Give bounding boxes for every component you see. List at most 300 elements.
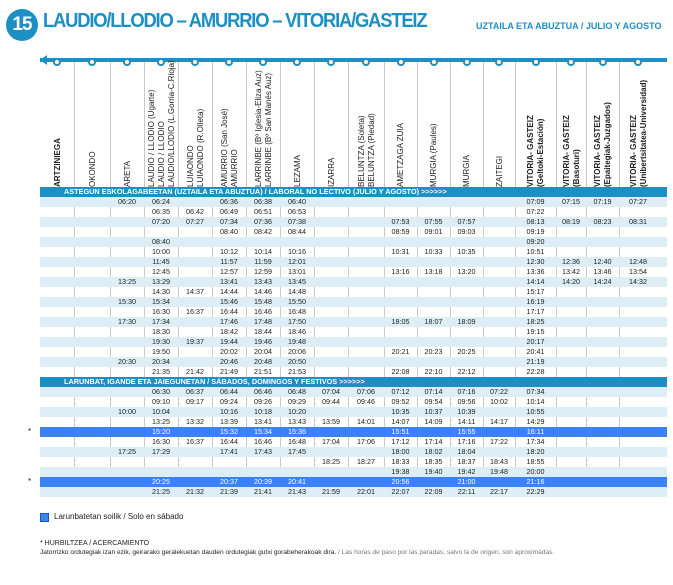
time-cell: 12:57 <box>220 267 238 276</box>
time-cell: 06:46 <box>254 387 272 396</box>
time-cell: 07:38 <box>288 217 306 226</box>
time-cell: 15:36 <box>288 427 306 436</box>
time-cell: 19:15 <box>526 327 545 336</box>
time-cell: 09:10 <box>152 397 170 406</box>
time-cell: 06:40 <box>288 197 306 206</box>
time-cell: 15:51 <box>391 427 410 436</box>
stop-names <box>314 70 348 187</box>
time-cell: 17:25 <box>118 447 136 456</box>
legend-swatch <box>40 513 49 522</box>
stop-dot-icon <box>567 58 575 66</box>
time-cell: 20:06 <box>288 347 306 356</box>
table-row <box>40 357 667 367</box>
time-cell: 16:48 <box>288 307 306 316</box>
table-row <box>40 417 667 427</box>
time-cell: 18:35 <box>424 457 443 466</box>
stop-header <box>619 52 657 187</box>
stop-dot-icon <box>599 58 607 66</box>
time-cell: 07:14 <box>424 387 443 396</box>
time-cell: 08:42 <box>254 227 272 236</box>
time-cell: 12:30 <box>526 257 545 266</box>
time-cell: 10:51 <box>526 247 545 256</box>
time-cell: 18:44 <box>254 327 272 336</box>
time-cell: 14:24 <box>593 277 612 286</box>
time-cell: 06:35 <box>152 207 170 216</box>
time-cell: 09:46 <box>357 397 375 406</box>
time-cell: 17:29 <box>152 447 170 456</box>
stop-header <box>450 52 483 187</box>
time-cell: 19:37 <box>186 337 204 346</box>
table-row <box>40 347 667 357</box>
time-cell: 09:03 <box>457 227 476 236</box>
stop-name: LUIAONDO (R.Olleta) <box>195 108 205 187</box>
time-cell: 20:34 <box>152 357 170 366</box>
time-cell: 06:24 <box>152 197 170 206</box>
time-cell: 07:12 <box>391 387 410 396</box>
time-cell: 20:02 <box>220 347 238 356</box>
time-cell: 20:56 <box>391 477 410 486</box>
time-cell: 20:41 <box>526 347 545 356</box>
table-row <box>40 447 667 457</box>
time-cell: 13:39 <box>220 417 238 426</box>
time-cell: 20:21 <box>391 347 410 356</box>
time-cell: 07:53 <box>391 217 410 226</box>
stop-name: (Basoturi) <box>571 149 581 187</box>
stop-header <box>348 52 384 187</box>
time-cell: 07:20 <box>152 217 170 226</box>
table-row <box>40 317 667 327</box>
time-cell: 22:09 <box>424 487 443 496</box>
time-cell: 17:17 <box>526 307 545 316</box>
time-cell: 12:59 <box>254 267 272 276</box>
table-row <box>40 197 667 207</box>
time-cell: 13:25 <box>152 417 170 426</box>
time-cell: 16:46 <box>254 437 272 446</box>
time-cell: 11:57 <box>220 257 238 266</box>
time-cell: 08:19 <box>562 217 580 226</box>
time-cell: 17:16 <box>457 437 476 446</box>
time-cell: 08:40 <box>220 227 238 236</box>
time-cell: 10:37 <box>424 407 443 416</box>
time-cell: 09:17 <box>186 397 204 406</box>
approach-mark: * <box>28 477 32 486</box>
time-cell: 18:55 <box>526 457 545 466</box>
stop-dot-icon <box>495 58 503 66</box>
stop-name: AMURRIO <box>229 149 239 187</box>
stop-names <box>74 70 110 187</box>
time-cell: 19:48 <box>490 467 508 476</box>
time-cell: 07:57 <box>457 217 476 226</box>
time-cell: 17:30 <box>118 317 136 326</box>
time-cell: 14:09 <box>424 417 443 426</box>
time-cell: 12:36 <box>562 257 580 266</box>
time-cell: 22:12 <box>457 367 476 376</box>
time-cell: 21:25 <box>152 487 170 496</box>
time-cell: 10:35 <box>457 247 476 256</box>
note-approximate-times <box>40 549 554 556</box>
time-cell: 12:40 <box>593 257 612 266</box>
period-label: UZTAILA ETA ABUZTUA / JULIO Y AGOSTO <box>476 21 662 31</box>
legend-text: Larunbatetan soilik / Solo en sábado <box>54 512 184 521</box>
stop-names <box>483 70 515 187</box>
stop-name: MURGIA (Paules) <box>429 123 438 187</box>
time-cell: 18:25 <box>322 457 340 466</box>
time-cell: 17:48 <box>254 317 272 326</box>
time-cell: 13:16 <box>391 267 410 276</box>
time-cell: 16:44 <box>220 437 238 446</box>
stop-names <box>246 70 280 187</box>
table-row <box>40 237 667 247</box>
time-cell: 13:43 <box>288 417 306 426</box>
time-cell: 18:25 <box>526 317 545 326</box>
time-cell: 17:34 <box>152 317 170 326</box>
table-row <box>40 397 667 407</box>
stop-names <box>110 70 144 187</box>
time-cell: 14:44 <box>220 287 238 296</box>
stop-dot-icon <box>123 58 131 66</box>
header <box>6 6 668 46</box>
time-cell: 14:14 <box>526 277 545 286</box>
time-cell: 15:46 <box>220 297 238 306</box>
time-cell: 17:04 <box>322 437 340 446</box>
time-cell: 08:40 <box>152 237 170 246</box>
time-cell: 13:42 <box>562 267 580 276</box>
time-cell: 16:44 <box>220 307 238 316</box>
stop-header <box>314 52 348 187</box>
time-cell: 08:23 <box>593 217 612 226</box>
time-cell: 20:50 <box>288 357 306 366</box>
time-cell: 18:33 <box>391 457 410 466</box>
time-cell: 14:37 <box>186 287 204 296</box>
stop-dot-icon <box>259 58 267 66</box>
time-cell: 15:34 <box>254 427 272 436</box>
stop-names <box>556 70 586 187</box>
stop-name: LAUDIO / LLODIO <box>156 121 166 187</box>
stop-dot-icon <box>88 58 96 66</box>
stop-name: OKONDO <box>87 151 97 187</box>
time-cell: 13:41 <box>254 417 272 426</box>
time-cell: 07:22 <box>526 207 545 216</box>
stop-name: VITORIA- GASTEIZ <box>561 115 571 187</box>
time-cell: 08:44 <box>288 227 306 236</box>
stop-dot-icon <box>362 58 370 66</box>
stop-name: VITORIA- GASTEIZ <box>628 115 638 187</box>
time-cell: 13:54 <box>629 267 647 276</box>
time-cell: 14:01 <box>357 417 375 426</box>
time-cell: 17:12 <box>391 437 410 446</box>
stop-names <box>417 70 450 187</box>
stop-header <box>178 52 212 187</box>
time-cell: 19:44 <box>220 337 238 346</box>
stop-header <box>144 52 178 187</box>
time-cell: 12:48 <box>629 257 647 266</box>
time-cell: 22:07 <box>391 487 410 496</box>
note-acercamiento: * HURBILTZEA / ACERCAMIENTO <box>40 540 150 547</box>
time-cell: 09:24 <box>220 397 238 406</box>
stop-name: AMETZAGA ZUIA <box>396 122 405 187</box>
time-cell: 07:04 <box>322 387 340 396</box>
stop-name: AMURRIO (San José) <box>219 108 229 187</box>
time-cell: 10:14 <box>526 397 545 406</box>
stop-dot-icon <box>225 58 233 66</box>
time-cell: 21:43 <box>288 487 306 496</box>
time-cell: 21:39 <box>220 487 238 496</box>
time-cell: 20:25 <box>457 347 476 356</box>
stop-dot-icon <box>430 58 438 66</box>
time-cell: 14:32 <box>629 277 647 286</box>
table-row <box>40 257 667 267</box>
stop-header <box>384 52 417 187</box>
time-cell: 09:44 <box>322 397 340 406</box>
table-row <box>40 327 667 337</box>
time-cell: 07:34 <box>220 217 238 226</box>
time-cell: 15:34 <box>152 297 170 306</box>
time-cell: 21:59 <box>322 487 340 496</box>
time-cell: 20:41 <box>288 477 306 486</box>
stop-names <box>144 60 178 187</box>
time-cell: 20:46 <box>220 357 238 366</box>
time-cell: 06:37 <box>186 387 204 396</box>
stop-names <box>384 70 417 187</box>
stop-name: LARRINBE (Bº San Manés Auz) <box>263 72 273 187</box>
time-cell: 19:42 <box>457 467 476 476</box>
time-cell: 07:09 <box>526 197 545 206</box>
time-cell: 20:23 <box>424 347 443 356</box>
time-cell: 18:37 <box>457 457 476 466</box>
section-header: LARUNBAT, IGANDE ETA JAIEGUNETAN / SÁBADOS, DOMINGOS Y FESTIVOS >>>>>> <box>40 377 667 387</box>
stop-name: IZARRA <box>326 157 336 187</box>
time-cell: 11:59 <box>254 257 272 266</box>
table-row <box>40 287 667 297</box>
time-cell: 19:38 <box>391 467 410 476</box>
time-cell: 22:17 <box>490 487 508 496</box>
time-cell: 10:16 <box>220 407 238 416</box>
time-cell: 21:53 <box>288 367 306 376</box>
time-cell: 08:13 <box>526 217 545 226</box>
time-cell: 13:36 <box>526 267 545 276</box>
time-cell: 20:00 <box>526 467 545 476</box>
stop-header <box>483 52 515 187</box>
stop-dot-icon <box>157 58 165 66</box>
time-cell: 16:30 <box>152 437 170 446</box>
time-cell: 16:46 <box>254 307 272 316</box>
time-cell: 16:37 <box>186 437 204 446</box>
time-cell: 20:39 <box>254 477 272 486</box>
table-row <box>40 487 667 497</box>
time-cell: 15:17 <box>526 287 545 296</box>
time-cell: 07:19 <box>593 197 612 206</box>
time-cell: 15:50 <box>288 297 306 306</box>
time-cell: 18:46 <box>288 327 306 336</box>
time-cell: 20:30 <box>118 357 136 366</box>
stop-dot-icon <box>327 58 335 66</box>
time-cell: 16:37 <box>186 307 204 316</box>
time-cell: 20:37 <box>220 477 238 486</box>
time-cell: 18:02 <box>424 447 443 456</box>
table-row <box>40 297 667 307</box>
time-cell: 14:20 <box>562 277 580 286</box>
time-cell: 17:46 <box>220 317 238 326</box>
time-cell: 19:30 <box>152 337 170 346</box>
time-cell: 06:53 <box>288 207 306 216</box>
table-row <box>40 247 667 257</box>
stop-dot-icon <box>53 58 61 66</box>
time-cell: 10:12 <box>220 247 238 256</box>
table-row <box>40 437 667 447</box>
stop-name: (Geltoki-Estación) <box>536 118 545 187</box>
note-basque: Jatorrizko ordutegiak izan ezik, geirarako geralekuetan dauden ordutegiak gutxi gorabeherakoak dira. <box>40 549 337 556</box>
table-row-saturday-only <box>40 477 667 487</box>
stop-header <box>246 52 280 187</box>
time-cell: 17:41 <box>220 447 238 456</box>
time-cell: 21:16 <box>526 477 545 486</box>
table-row <box>40 227 667 237</box>
time-cell: 19:48 <box>288 337 306 346</box>
table-row <box>40 207 667 217</box>
time-cell: 16:48 <box>288 437 306 446</box>
time-cell: 18:27 <box>357 457 375 466</box>
time-cell: 06:49 <box>220 207 238 216</box>
time-cell: 18:43 <box>490 457 508 466</box>
stop-name: LUIAONDO <box>185 145 195 187</box>
time-cell: 19:40 <box>424 467 443 476</box>
stop-header <box>515 52 556 187</box>
stop-header <box>417 52 450 187</box>
time-cell: 21:41 <box>254 487 272 496</box>
stop-name: ZAITEGI <box>494 155 504 187</box>
time-cell: 11:45 <box>152 257 170 266</box>
stop-name: LAUDIO / LLODIO (Ugarte) <box>146 89 156 187</box>
time-cell: 21:19 <box>526 357 545 366</box>
time-cell: 07:27 <box>629 197 647 206</box>
time-cell: 10:39 <box>457 407 476 416</box>
time-cell: 15:55 <box>457 427 476 436</box>
route-title: LAUDIO/LLODIO – AMURRIO – VITORIA/GASTEIZ <box>43 10 427 32</box>
stop-name: ARTZINIEGA <box>52 138 62 187</box>
time-cell: 06:48 <box>288 387 306 396</box>
time-cell: 17:43 <box>254 447 272 456</box>
stop-names <box>619 70 657 187</box>
note-spanish: / Las horas de paso por las paradas, salvo la de origen, son aproximadas. <box>336 549 555 556</box>
stop-dot-icon <box>293 58 301 66</box>
time-cell: 10:31 <box>391 247 410 256</box>
time-cell: 13:46 <box>593 267 612 276</box>
time-cell: 06:44 <box>220 387 238 396</box>
time-cell: 20:17 <box>526 337 545 346</box>
time-cell: 08:31 <box>629 217 647 226</box>
time-cell: 10:04 <box>152 407 170 416</box>
time-cell: 13:25 <box>118 277 136 286</box>
stop-header <box>586 52 619 187</box>
stop-name: (Unibertsitatea-Universidad) <box>638 79 648 187</box>
stop-name: BELUNTZA (Piedad) <box>366 113 376 187</box>
stop-names <box>450 70 483 187</box>
stop-dot-icon <box>463 58 471 66</box>
stop-names <box>40 70 74 187</box>
time-cell: 06:20 <box>118 197 136 206</box>
time-cell: 21:51 <box>254 367 272 376</box>
time-cell: 17:50 <box>288 317 306 326</box>
time-cell: 06:36 <box>220 197 238 206</box>
time-cell: 07:27 <box>186 217 204 226</box>
table-row <box>40 467 667 477</box>
time-cell: 07:55 <box>424 217 443 226</box>
time-cell: 21:42 <box>186 367 204 376</box>
table-row <box>40 307 667 317</box>
time-cell: 06:51 <box>254 207 272 216</box>
time-cell: 22:28 <box>526 367 545 376</box>
time-cell: 10:02 <box>490 397 508 406</box>
time-cell: 14:30 <box>152 287 170 296</box>
time-cell: 07:22 <box>490 387 508 396</box>
time-cell: 09:26 <box>254 397 272 406</box>
time-cell: 17:45 <box>288 447 306 456</box>
time-cell: 18:09 <box>457 317 476 326</box>
time-cell: 22:10 <box>424 367 443 376</box>
time-cell: 08:59 <box>391 227 410 236</box>
time-cell: 13:20 <box>457 267 476 276</box>
time-cell: 12:01 <box>288 257 306 266</box>
time-cell: 18:00 <box>391 447 410 456</box>
time-cell: 15:32 <box>220 427 238 436</box>
time-cell: 22:08 <box>391 367 410 376</box>
stop-names <box>348 70 384 187</box>
stop-name: VITORIA- GASTEIZ <box>526 115 535 187</box>
stop-names <box>515 70 556 187</box>
time-cell: 06:38 <box>254 197 272 206</box>
stop-dot-icon <box>397 58 405 66</box>
time-cell: 09:29 <box>288 397 306 406</box>
time-cell: 17:06 <box>357 437 375 446</box>
time-cell: 13:45 <box>288 277 306 286</box>
time-cell: 14:29 <box>526 417 545 426</box>
table-row <box>40 337 667 347</box>
time-cell: 10:20 <box>288 407 306 416</box>
stop-name: VITORIA- GASTEIZ <box>593 115 602 187</box>
time-cell: 20:48 <box>254 357 272 366</box>
time-cell: 18:42 <box>220 327 238 336</box>
time-cell: 09:56 <box>457 397 476 406</box>
time-cell: 19:50 <box>152 347 170 356</box>
stop-header <box>40 52 74 187</box>
time-cell: 16:19 <box>526 297 545 306</box>
stop-dot-icon <box>634 58 642 66</box>
table-row-saturday-only <box>40 427 667 437</box>
time-cell: 22:01 <box>357 487 375 496</box>
time-cell: 17:34 <box>526 437 545 446</box>
time-cell: 18:30 <box>152 327 170 336</box>
time-cell: 13:41 <box>220 277 238 286</box>
time-cell: 10:55 <box>526 407 545 416</box>
stop-names <box>586 70 619 187</box>
table-row <box>40 457 667 467</box>
table-row <box>40 267 667 277</box>
time-cell: 10:14 <box>254 247 272 256</box>
time-cell: 17:14 <box>424 437 443 446</box>
time-cell: 10:16 <box>288 247 306 256</box>
time-cell: 19:46 <box>254 337 272 346</box>
time-cell: 14:17 <box>490 417 508 426</box>
time-cell: 09:19 <box>526 227 545 236</box>
time-cell: 22:11 <box>457 487 476 496</box>
stop-dot-icon <box>532 58 540 66</box>
table-row <box>40 217 667 227</box>
time-cell: 20:04 <box>254 347 272 356</box>
line-number-badge: 15 <box>6 9 38 41</box>
table-row <box>40 277 667 287</box>
stop-name: MURGIA <box>462 155 471 187</box>
stop-dot-icon <box>191 58 199 66</box>
